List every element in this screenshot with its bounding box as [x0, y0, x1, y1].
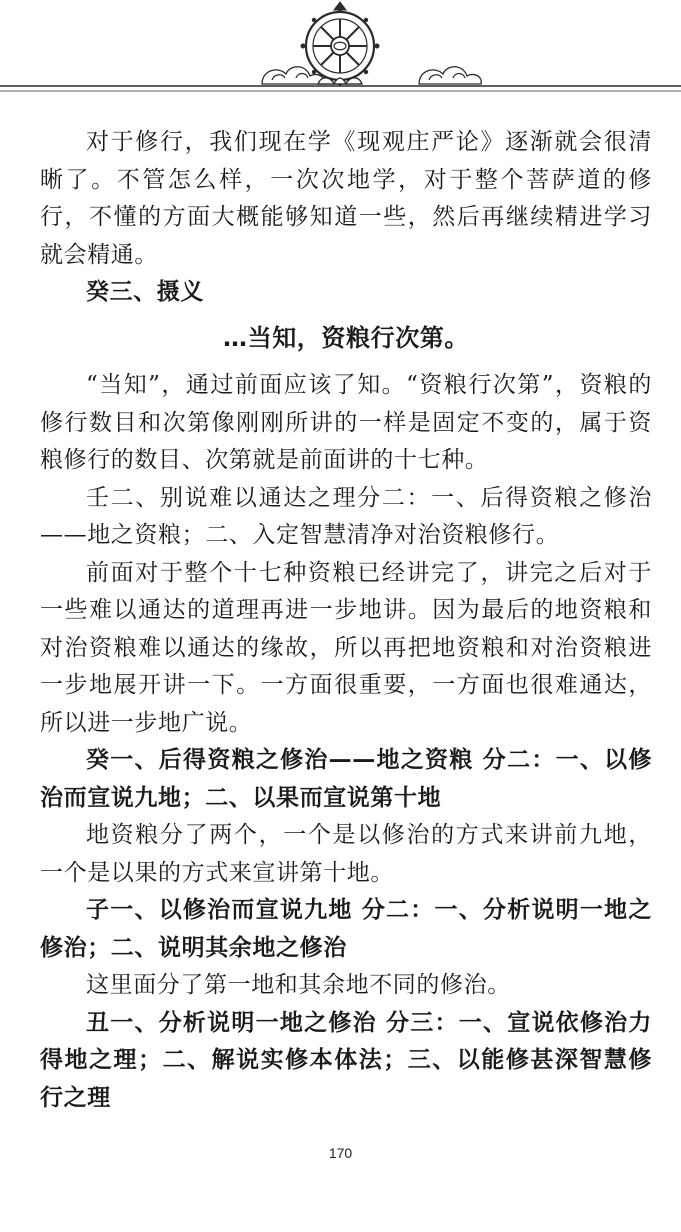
page-number: 170 — [328, 1145, 353, 1161]
paragraph: 地资粮分了两个，一个是以修治的方式来讲前九地，一个是以果的方式来宣讲第十地。 — [40, 822, 652, 886]
dharma-wheel-icon — [301, 2, 380, 86]
root-verse: …当知，资粮行次第。 — [223, 323, 469, 352]
section-heading: 子一、以修治而宣说九地 分二：一、分析说明一地之修治；二、说明其余地之修治 — [40, 897, 652, 961]
header-ornament — [0, 0, 681, 110]
paragraph: 前面对于整个十七种资粮已经讲完了，讲完之后对于一些难以通达的道理再进一步地讲。因为最后的地资粮和对治资粮难以通达的缘故，所以再把地资粮和对治资粮进一步地展开讲一下。一方面很重要，一方面也很难通达，所以进一步地广说。 — [40, 559, 652, 736]
paragraph: 对于修行，我们现在学《现观庄严论》逐渐就会很清晰了。不管怎么样，一次次地学，对于整个菩萨道的修行，不懂的方面大概能够知道一些，然后再继续精进学习就会精通。 — [40, 129, 652, 268]
paragraph: 这里面分了第一地和其余地不同的修治。 — [86, 972, 511, 998]
section-heading: 癸一、后得资粮之修治——地之资粮 分二：一、以修治而宣说九地；二、以果而宣说第十地 — [40, 747, 652, 811]
page-body — [40, 124, 652, 1117]
outline-paragraph: 壬二、别说难以通达之理分二：一、后得资粮之修治——地之资粮；二、入定智慧清净对治资粮修行。 — [40, 484, 652, 548]
section-heading: 癸三、摄义 — [86, 279, 204, 305]
paragraph: “当知”，通过前面应该了知。“资粮行次第”，资粮的修行数目和次第像刚刚所讲的一样是固定不变的，属于资粮修行的数目、次第就是前面讲的十七种。 — [40, 372, 652, 473]
header-rule — [0, 86, 681, 91]
cloud-right-icon — [419, 67, 481, 84]
section-heading: 丑一、分析说明一地之修治 分三：一、宣说依修治力得地之理；二、解说实修本体法；三、以能修甚深智慧修行之理 — [40, 1009, 652, 1111]
